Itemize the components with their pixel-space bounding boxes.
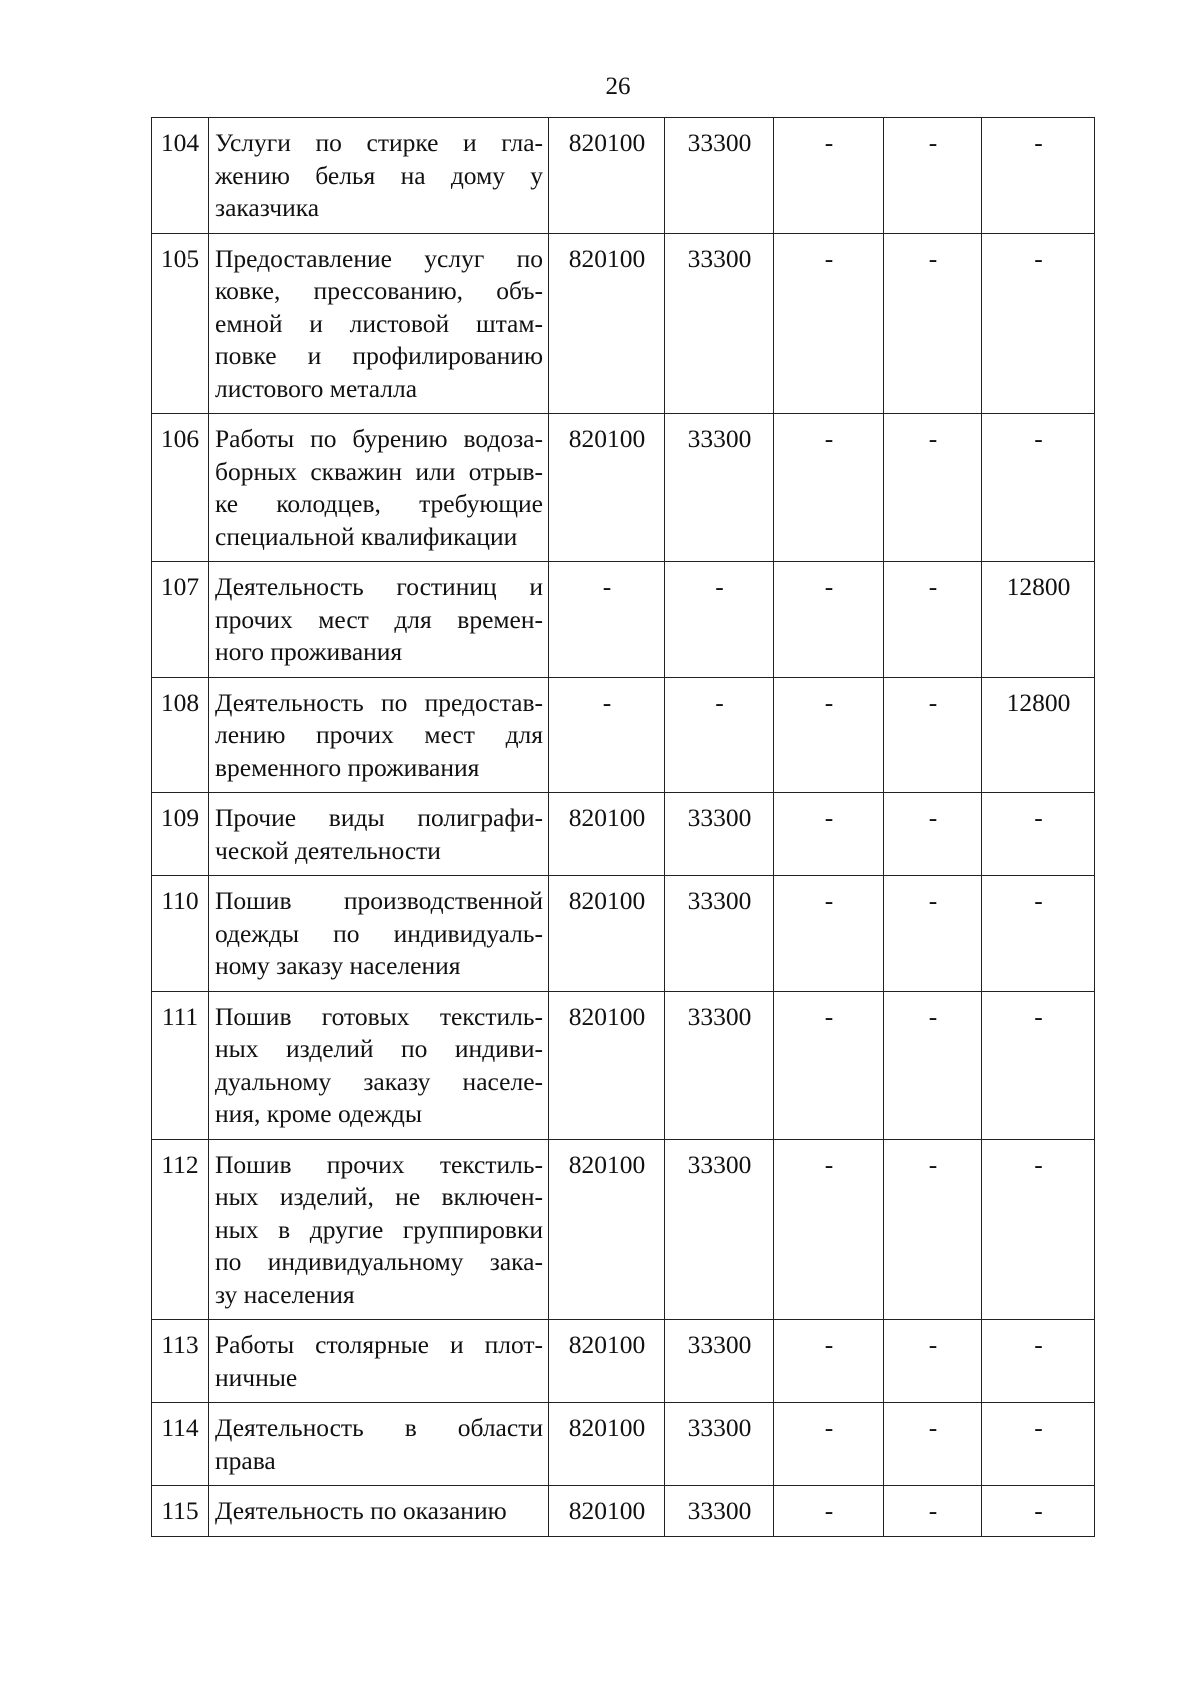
- service-description: [209, 562, 549, 678]
- table-row: [152, 233, 1095, 414]
- service-description: [209, 1139, 549, 1320]
- service-description: [209, 677, 549, 793]
- value-cell-col3: 820100: [549, 1403, 665, 1486]
- value-cell-col4: 33300: [665, 118, 774, 234]
- value-cell-col5: -: [774, 118, 884, 234]
- table-row: [152, 793, 1095, 876]
- table-row: [152, 1486, 1095, 1537]
- table-row: [152, 1403, 1095, 1486]
- row-number: 111: [152, 991, 209, 1139]
- value-cell-col5: -: [774, 1320, 884, 1403]
- value-cell-col3: 820100: [549, 1486, 665, 1537]
- value-cell-col5: -: [774, 991, 884, 1139]
- description-line: емной и листовой штам-: [215, 308, 543, 338]
- value-cell-col6: -: [884, 677, 982, 793]
- value-cell-col4: -: [665, 677, 774, 793]
- value-cell-col6: -: [884, 793, 982, 876]
- description-line: листового металла: [215, 373, 418, 403]
- description-line: ного проживания: [215, 637, 403, 666]
- service-description: [209, 118, 549, 234]
- value-cell-col6: -: [884, 1139, 982, 1320]
- value-cell-col3: 820100: [549, 1320, 665, 1403]
- value-cell-col4: 33300: [665, 1486, 774, 1537]
- value-cell-col4: 33300: [665, 793, 774, 876]
- description-line: ных в другие группировки: [215, 1214, 543, 1244]
- row-number: 108: [152, 677, 209, 793]
- row-number: 114: [152, 1403, 209, 1486]
- value-cell-col6: -: [884, 991, 982, 1139]
- description-line: ковке, прессованию, объ-: [215, 276, 543, 305]
- value-cell-col7: -: [982, 1139, 1095, 1320]
- value-cell-col6: -: [884, 414, 982, 562]
- row-number: 106: [152, 414, 209, 562]
- service-description: [209, 991, 549, 1139]
- description-line: Деятельность гостиниц и: [215, 572, 543, 601]
- value-cell-col3: 820100: [549, 118, 665, 234]
- description-line: ничные: [215, 1362, 298, 1392]
- row-number: 107: [152, 562, 209, 678]
- table-row: [152, 677, 1095, 793]
- row-number: 115: [152, 1486, 209, 1537]
- value-cell-col5: -: [774, 1403, 884, 1486]
- value-cell-col6: -: [884, 1486, 982, 1537]
- description-line: Работы по бурению водоза-: [215, 424, 543, 453]
- value-cell-col5: -: [774, 562, 884, 678]
- value-cell-col4: 33300: [665, 414, 774, 562]
- description-line: Услуги по стирке и гла-: [215, 128, 543, 157]
- value-cell-col5: -: [774, 876, 884, 992]
- value-cell-col7: -: [982, 991, 1095, 1139]
- row-number: 110: [152, 876, 209, 992]
- description-line: Предоставление услуг по: [215, 243, 543, 273]
- description-line: по индивидуальному зака-: [215, 1247, 543, 1276]
- value-cell-col7: -: [982, 233, 1095, 414]
- value-cell-col7: 12800: [982, 562, 1095, 678]
- value-cell-col6: -: [884, 233, 982, 414]
- value-cell-col5: -: [774, 677, 884, 793]
- description-line: специальной квалификации: [215, 521, 518, 551]
- description-line: жению белья на дому у: [215, 160, 543, 190]
- description-line: ке колодцев, требующие: [215, 489, 543, 518]
- value-cell-col3: 820100: [549, 876, 665, 992]
- description-line: ных изделий, не включен-: [215, 1182, 543, 1211]
- value-cell-col5: -: [774, 1139, 884, 1320]
- description-line: борных скважин или отрыв-: [215, 456, 543, 486]
- service-description: [209, 1403, 549, 1486]
- description-line: Пошив производственной: [215, 886, 543, 915]
- value-cell-col7: 12800: [982, 677, 1095, 793]
- value-cell-col7: -: [982, 118, 1095, 234]
- value-cell-col7: -: [982, 1403, 1095, 1486]
- value-cell-col5: -: [774, 1486, 884, 1537]
- description-line: ческой деятельности: [215, 835, 441, 865]
- description-line: ному заказу населения: [215, 951, 461, 980]
- value-cell-col6: -: [884, 876, 982, 992]
- row-number: 109: [152, 793, 209, 876]
- table-row: [152, 414, 1095, 562]
- service-description: [209, 1486, 549, 1537]
- table-row: [152, 876, 1095, 992]
- table-row: [152, 1139, 1095, 1320]
- value-cell-col3: 820100: [549, 991, 665, 1139]
- value-cell-col3: -: [549, 677, 665, 793]
- description-line: повке и профилированию: [215, 341, 543, 370]
- value-cell-col6: -: [884, 562, 982, 678]
- description-line: Деятельность по оказанию: [215, 1496, 507, 1525]
- value-cell-col7: -: [982, 1320, 1095, 1403]
- description-line: Пошив готовых текстиль-: [215, 1001, 543, 1031]
- value-cell-col4: 33300: [665, 1403, 774, 1486]
- value-cell-col7: -: [982, 793, 1095, 876]
- value-cell-col4: 33300: [665, 876, 774, 992]
- value-cell-col6: -: [884, 118, 982, 234]
- description-line: прочих мест для времен-: [215, 604, 543, 634]
- description-line: дуальному заказу населе-: [215, 1066, 543, 1096]
- description-line: одежды по индивидуаль-: [215, 918, 543, 948]
- value-cell-col3: -: [549, 562, 665, 678]
- value-cell-col7: -: [982, 414, 1095, 562]
- page-number: 26: [605, 73, 631, 100]
- table-body: [152, 118, 1095, 1537]
- description-line: лению прочих мест для: [215, 720, 543, 749]
- service-description: [209, 233, 549, 414]
- service-description: [209, 414, 549, 562]
- value-cell-col4: 33300: [665, 1139, 774, 1320]
- value-cell-col5: -: [774, 233, 884, 414]
- description-line: права: [215, 1445, 276, 1475]
- value-cell-col4: 33300: [665, 1320, 774, 1403]
- tariff-table: [151, 117, 1095, 1537]
- row-number: 113: [152, 1320, 209, 1403]
- value-cell-col7: -: [982, 1486, 1095, 1537]
- description-line: Деятельность в области: [215, 1413, 543, 1442]
- table-row: [152, 118, 1095, 234]
- value-cell-col3: 820100: [549, 414, 665, 562]
- value-cell-col3: 820100: [549, 233, 665, 414]
- value-cell-col3: 820100: [549, 1139, 665, 1320]
- description-line: ния, кроме одежды: [215, 1099, 423, 1128]
- table-row: [152, 1320, 1095, 1403]
- service-description: [209, 1320, 549, 1403]
- value-cell-col5: -: [774, 793, 884, 876]
- description-line: Пошив прочих текстиль-: [215, 1149, 543, 1179]
- description-line: заказчика: [215, 193, 320, 222]
- service-description: [209, 876, 549, 992]
- description-line: временного проживания: [215, 752, 480, 782]
- table-row: [152, 562, 1095, 678]
- value-cell-col7: -: [982, 876, 1095, 992]
- row-number: 104: [152, 118, 209, 234]
- description-line: Работы столярные и плот-: [215, 1330, 543, 1359]
- value-cell-col5: -: [774, 414, 884, 562]
- value-cell-col6: -: [884, 1320, 982, 1403]
- description-line: Деятельность по предостав-: [215, 687, 543, 717]
- row-number: 105: [152, 233, 209, 414]
- value-cell-col3: 820100: [549, 793, 665, 876]
- value-cell-col4: 33300: [665, 233, 774, 414]
- row-number: 112: [152, 1139, 209, 1320]
- description-line: Прочие виды полиграфи-: [215, 803, 543, 832]
- value-cell-col4: -: [665, 562, 774, 678]
- value-cell-col6: -: [884, 1403, 982, 1486]
- description-line: ных изделий по индиви-: [215, 1034, 543, 1063]
- description-line: зу населения: [215, 1279, 355, 1309]
- value-cell-col4: 33300: [665, 991, 774, 1139]
- table-row: [152, 991, 1095, 1139]
- service-description: [209, 793, 549, 876]
